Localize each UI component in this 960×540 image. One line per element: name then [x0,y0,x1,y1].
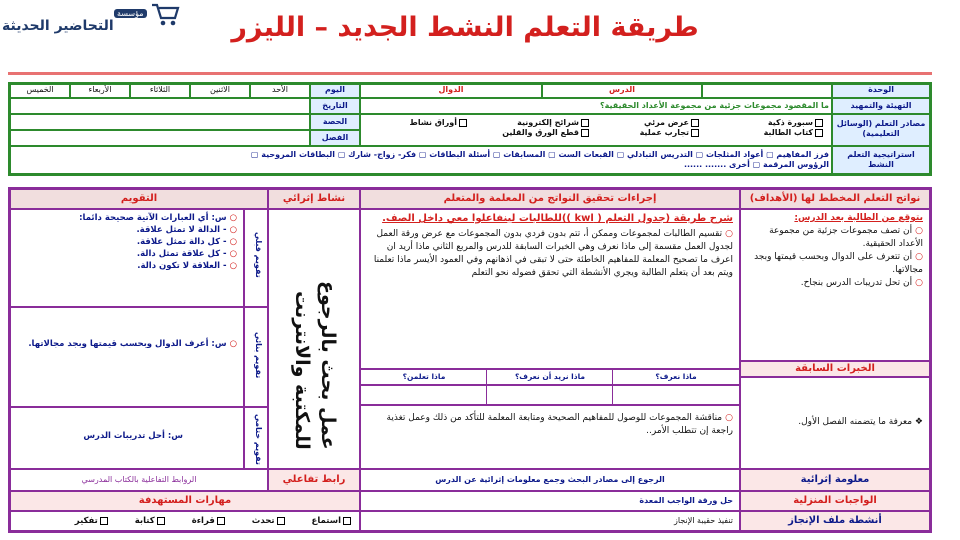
checkbox-icon[interactable] [815,129,823,137]
checkbox-icon[interactable] [277,517,285,525]
skill-reading: قراءة [191,516,215,526]
goal-item: ○أن تتعرف على الدوال وبحسب قيمتها وبجد مجالاتها. [754,252,923,275]
checkbox-icon[interactable] [691,129,699,137]
enrich-info-text: الرجوع إلى مصادر البحث وجمع معلومات إثرائية عن الدرس [360,469,740,491]
day-sunday: الأحد [250,84,310,98]
kwl-learned: ماذا تعلمن؟ [402,372,446,381]
activity-cell [268,209,360,469]
eval-final-label: تقويم ختامي [254,414,263,465]
goal-item: ○أن تصف مجموعات جزئية من مجموعة الأعداد الحقيقية. [769,226,923,249]
skill-thinking: تفكير [74,516,98,526]
eval-option: ○- العلاقة لا تكون دالة. [137,261,237,271]
procedures-cell [360,209,740,369]
checkbox-icon[interactable] [217,517,225,525]
skill-speaking: تحدث [251,516,275,526]
col-header-procedures: إجراءات تحقيق النواتج من المعلمة والمتعلم [360,189,740,209]
eval-final-label-cell [244,407,268,469]
prior-knowledge-text: معرفة ما يتضمنه الفصل الأول. [798,417,913,427]
portfolio-label: أنشطة ملف الإنجاز [740,511,930,531]
sources-label: مصادر التعلم (الوسائل التعليمية) [832,114,930,146]
procedure-title: شرح طريقة (جدول التعلم ( kwl ))للطالبات لينفاعلوا معي داخل الصف. [382,213,733,224]
eval-initial-label: تقويم قبلي [254,232,263,278]
checkbox-icon[interactable] [581,129,589,137]
eval-final-cell [10,407,244,469]
logo-name: التحاضير الحديثة [2,18,114,34]
eval-initial-question: ○س: أي العبارات الآتية صحيحة دائما: [79,213,237,223]
eval-final-question: س: أحل تدريبات الدرس [83,431,183,441]
homework-label: الواجبات المنزلية [740,491,930,511]
eval-form-question: س: أعرف الدوال وبحسب قيمتها وبجد مجالاتها. [28,339,227,349]
eval-initial-label-cell [244,209,268,307]
source-slides: شرائح إلكترونية [517,118,579,127]
skills-list [10,511,360,531]
page-title: طريقة التعلم النشط الجديد – الليزر [231,12,699,43]
eval-form-label-cell [244,307,268,407]
unit-label: الوحدة [832,84,930,98]
period-label: الحصة [310,114,360,130]
source-paper: قطع الورق والقلين [502,128,579,137]
day-thursday: الخميس [10,84,70,98]
portfolio-text: تنفيذ حقيبة الإنجاز [360,511,740,531]
source-smartboard: سبورة ذكية [767,118,813,127]
class-value [10,130,310,146]
date-value [10,98,310,114]
kwl-body-row [360,385,740,405]
eval-initial-cell [10,209,244,307]
eval-form-label: تقويم بنائي [254,332,263,379]
checkbox-icon[interactable] [157,517,165,525]
lesson-info-table [8,82,932,176]
eval-form-cell: ○س: أعرف الدوال وبحسب قيمتها وبجد مجالاتها. [10,307,244,407]
skill-listening: استماع [311,516,341,526]
strategy-line-2: الرؤوس المرقمة ▢ أخرى ....... ...... [683,160,829,169]
lesson-plan-table [8,187,932,533]
sources-list [360,114,832,146]
day-wednesday: الأربعاء [70,84,130,98]
col-header-outcomes: نواتج التعلم المخطط لها (الأهداف) [740,189,930,209]
prior-knowledge-cell: ❖ معرفة ما يتضمنه الفصل الأول. [740,377,930,469]
intro-question: ما المقصود مجموعات جزئية من مجموعة الأعداد الحقيقية؟ [360,98,832,114]
enrichment-activity-text: عمل بحث بالرجوع للمكتبة والانترنت [291,281,339,450]
eval-option: ○- كل علاقة تمثل دالة. [136,249,237,259]
goal-item: ○أن تحل تدريبات الدرس بنجاح. [800,278,923,288]
checkbox-icon[interactable] [343,517,351,525]
checkbox-icon[interactable] [815,119,823,127]
kwl-header-row [360,369,740,385]
interactive-link-text[interactable]: الروابط التفاعلية بالكتاب المدرسي [10,469,268,491]
kwl-want: ماذا نريد أن نعرف؟ [486,370,613,384]
procedure-paragraph: ○تقسيم الطالبات لمجموعات وممكن أ، تتم بدون فردي بدون المجموعات مع عرض ورقة العمل لجدول العمل مقسمة إلى ماذا نعرف وهي الخبرات السابقة للدرس والمربع الثاني ماذا أريد ان اعرف ما تصحيح المعلمة للمفاهيم الخاطئة حتى لا تبقى في اذهانهم وفي العمود الأيسر ماذا تعلمنا ويتم بعد أن يتعلم الطالبة ويجري الأنشطة التي تحقق فضوله نحو التعلم [373,229,733,278]
skill-writing: كتابة [134,516,155,526]
day-label: اليوم [310,84,360,98]
date-label: التاريخ [310,98,360,114]
discussion-cell: ○مناقشة المجموعات للوصول للمفاهيم الصحيحة ومتابعة المعلمة للتأكد من ذلك وعمل تغذية راجعة إن تتطلب الأمر.. [360,405,740,469]
source-worksheets: أوراق نشاط [409,118,457,127]
logo [0,0,200,44]
col-header-activity: نشاط إثرائي [268,189,360,209]
discussion-text: مناقشة المجموعات للوصول للمفاهيم الصحيحة ومتابعة المعلمة للتأكد من ذلك وعمل تغذية راجعة إن تتطلب الأمر.. [386,413,733,436]
class-label: الفصل [310,130,360,146]
day-monday: الاثنين [190,84,250,98]
checkbox-icon[interactable] [581,119,589,127]
day-tuesday: الثلاثاء [130,84,190,98]
source-experiments: تجارب عملية [639,128,689,137]
lesson-label: الدرس [542,84,702,98]
prior-knowledge-label: الخبرات السابقة [740,361,930,377]
divider [8,72,932,75]
kwl-know: ماذا نعرف؟ [612,370,739,384]
logo-tag: مؤسسة [114,9,147,18]
kwl-know-cell[interactable] [612,386,739,404]
period-value [10,114,310,130]
shopping-cart-icon [150,2,180,28]
source-textbook: كتاب الطالبة [763,128,813,137]
interactive-link-label: رابط تفاعلي [268,469,360,491]
source-video: عرض مرئي [643,118,689,127]
skills-label: مهارات المستهدفة [10,491,360,511]
col-header-evaluation: التقويم [10,189,268,209]
expected-title: يتوقع من الطالبة بعد الدرس: [794,213,923,223]
strategy-line-1: فرز المفاهيم ▢ أعواد المثلجات ▢ التدريس التبادلي ▢ القبعات الست ▢ المسابقات ▢ أسئلة البطاقات ▢ فكر- زواج- شارك ▢ البطاقات المروحية ▢ [250,150,829,159]
strategy-list [10,146,832,174]
strategy-label: استراتيجية التعلم النشط [832,146,930,174]
eval-option: ○- الدالة لا تمثل علاقة. [136,225,237,235]
intro-label: التهيئة والتمهيد [832,98,930,114]
unit-value [702,84,832,98]
outcomes-cell [740,209,930,361]
checkbox-icon[interactable] [100,517,108,525]
homework-text: حل ورقة الواجب المعدة [360,491,740,511]
eval-option: ○- كل دالة تمثل علاقة. [136,237,237,247]
enrich-info-label: معلومة إثرائية [740,469,930,491]
checkbox-icon[interactable] [459,119,467,127]
kwl-want-cell[interactable] [486,386,613,404]
checkbox-icon[interactable] [691,119,699,127]
kwl-learned-cell[interactable] [361,386,487,404]
lesson-name: الدوال [360,84,542,98]
